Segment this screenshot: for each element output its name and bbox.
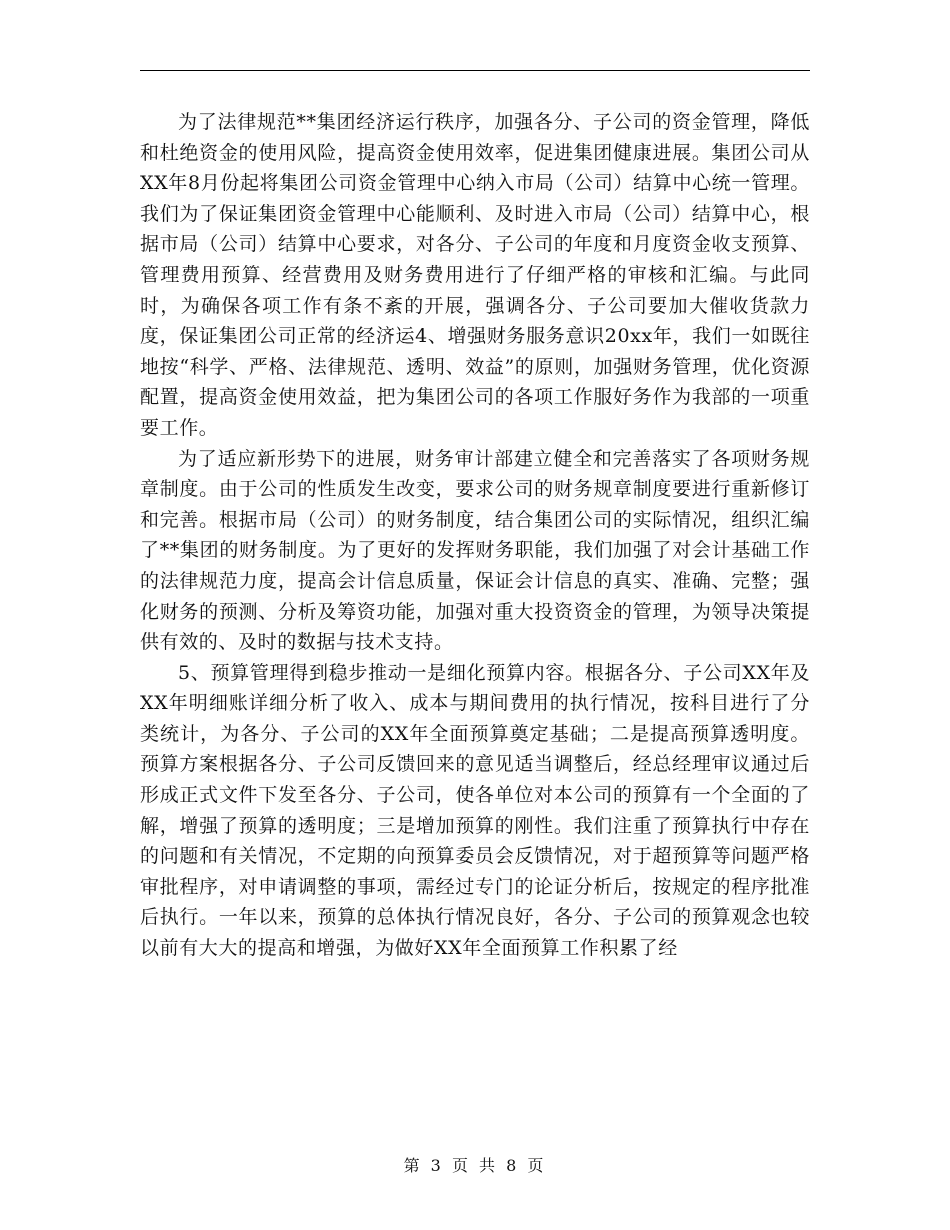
paragraph-1: 为了法律规范**集团经济运行秩序，加强各分、子公司的资金管理，降低和杜绝资金的使用风险，提高资金使用效率，促进集团健康进展。集团公司从XX年8月份起将集团公司资金管理中心纳入市局（公司）结算中心统一管理。我们为了保证集团资金管理中心能顺利、及时进入市局（公司）结算中心，根据市局（公司）结算中心要求，对各分、子公司的年度和月度资金收支预算、管理费用预算、经营费用及财务费用进行了仔细严格的审核和汇编。与此同时，为确保各项工作有条不紊的开展，强调各分、子公司要加大催收货款力度，保证集团公司正常的经济运4、增强财务服务意识20xx年，我们一如既往地按“科学、严格、法律规范、透明、效益”的原则，加强财务管理，优化资源配置，提高资金使用效益，把为集团公司的各项工作服好务作为我部的一项重要工作。 — [140, 111, 810, 439]
body-text — [140, 107, 810, 964]
paragraph-3: 5、预算管理得到稳步推动一是细化预算内容。根据各分、子公司XX年及XX年明细账详细分析了收入、成本与期间费用的执行情况，按科目进行了分类统计，为各分、子公司的XX年全面预算奠定基础；二是提高预算透明度。预算方案根据各分、子公司反馈回来的意见适当调整后，经总经理审议通过后形成正式文件下发至各分、子公司，使各单位对本公司的预算有一个全面的了解，增强了预算的透明度；三是增加预算的刚性。我们注重了预算执行中存在的问题和有关情况，不定期的向预算委员会反馈情况，对于超预算等问题严格审批程序，对申请调整的事项，需经过专门的论证分析后，按规定的程序批准后执行。一年以来，预算的总体执行情况良好，各分、子公司的预算观念也较以前有大大的提高和增强，为做好XX年全面预算工作积累了经 — [140, 661, 810, 960]
page-number-footer: 第 3 页 共 8 页 — [403, 1156, 547, 1175]
paragraph-2: 为了适应新形势下的进展，财务审计部建立健全和完善落实了各项财务规章制度。由于公司的性质发生改变，要求公司的财务规章制度要进行重新修订和完善。根据市局（公司）的财务制度，结合集团公司的实际情况，组织汇编了**集团的财务制度。为了更好的发挥财务职能，我们加强了对会计基础工作的法律规范力度，提高会计信息质量，保证会计信息的真实、准确、完整；强化财务的预测、分析及筹资功能，加强对重大投资资金的管理，为领导决策提供有效的、及时的数据与技术支持。 — [140, 447, 810, 654]
header-rule — [140, 70, 810, 71]
